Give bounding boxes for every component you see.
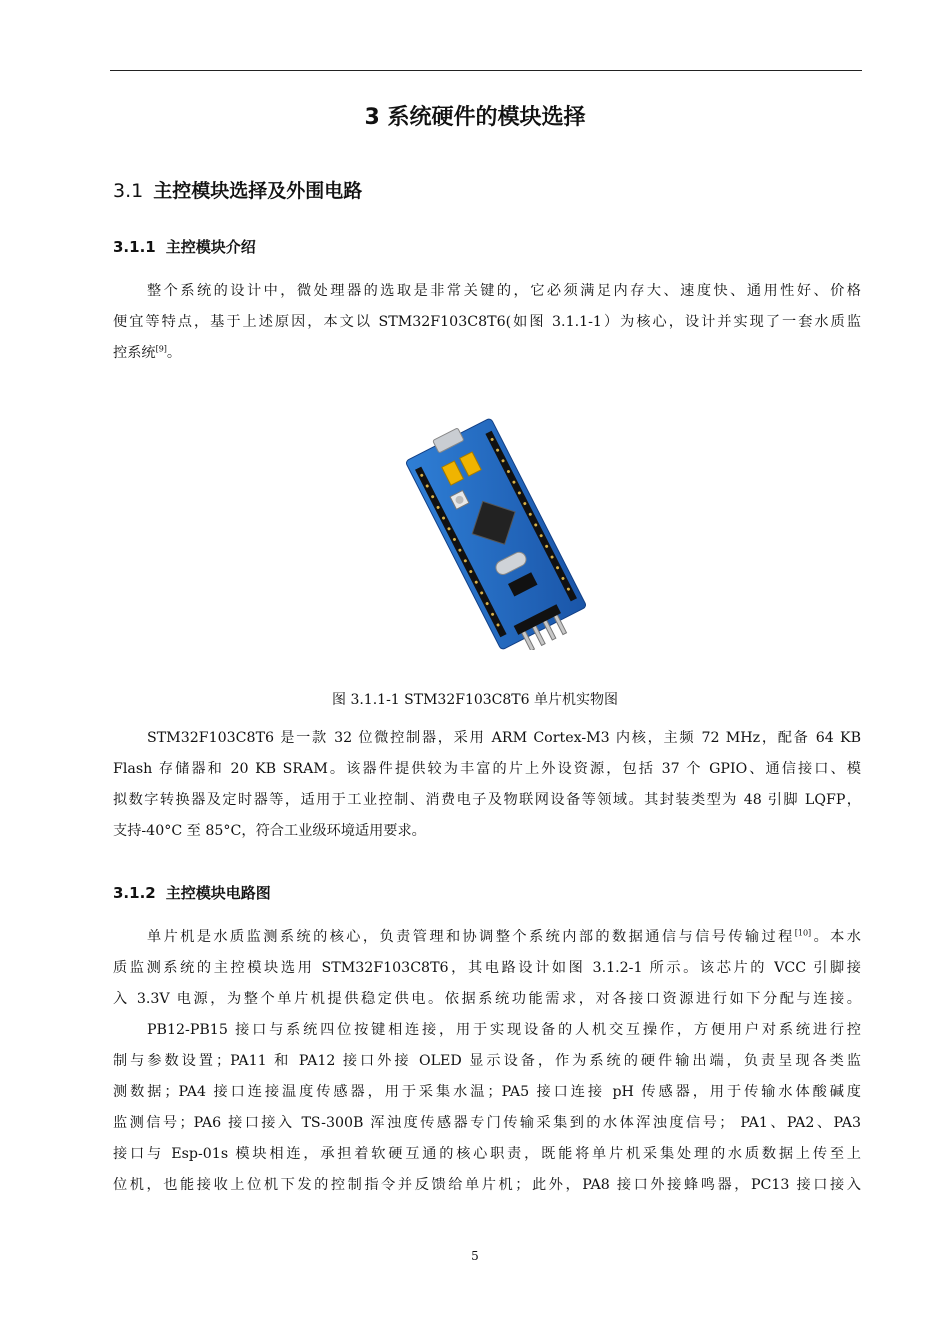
subsection-heading-1 [113,236,256,257]
subsection-number: 3.1.1 [113,238,156,256]
paragraph-circuit [113,922,861,1015]
chapter-title: 3 系统硬件的模块选择 [364,105,586,130]
text-line: 制与参数设置；PA11 和 PA12 接口外接 OLED 显示设备，作为系统的硬件输出端，负责呈现各类监 [113,1053,861,1069]
text-line: 接口与 Esp-01s 模块相连，承担着软硬互通的核心职责，既能将单片机采集处理的水质数据上传至上 [113,1146,861,1162]
text-line: 便宜等特点，基于上述原因，本文以 STM32F103C8T6(如图 3.1.1-1）为核心，设计并实现了一套水质监 [113,314,861,330]
text-line: 支持-40°C 至 85°C，符合工业级环境适用要求。 [113,823,426,839]
subsection-title: 主控模块电路图 [165,884,271,902]
text-line: 监测信号；PA6 接口接入 TS-300B 浑浊度传感器专门传输采集到的水体浑浊度信号； PA1、PA2、PA3 [113,1115,861,1131]
text-line: 拟数字转换器及定时器等，适用于工业控制、消费电子及物联网设备等领域。其封装类型为 48 引脚 LQFP， [113,792,861,808]
text-line: 质监测系统的主控模块选用 STM32F103C8T6，其电路设计如图 3.1.2-1 所示。该芯片的 VCC 引脚接 [113,960,861,976]
page-number: 5 [471,1249,479,1263]
text-line: 整个系统的设计中，微处理器的选取是非常关键的，它必须满足内存大、速度快、通用性好、价格 [147,283,861,299]
paragraph-pin-assignment [113,1015,861,1201]
section-heading [113,176,362,203]
text-line: 单片机是水质监测系统的核心，负责管理和协调整个系统内部的数据通信与信号传输过程[10]。本水 [147,928,861,945]
text-line: PB12-PB15 接口与系统四位按键相连接，用于实现设备的人机交互操作，方便用户对系统进行控 [147,1022,861,1038]
figure-caption: 图 3.1.1-1 STM32F103C8T6 单片机实物图 [332,692,618,708]
text-line: STM32F103C8T6 是一款 32 位微控制器，采用 ARM Cortex-M3 内核，主频 72 MHz，配备 64 KB [147,730,861,746]
subsection-title: 主控模块介绍 [165,238,256,256]
citation[interactable]: [9] [155,344,167,354]
paragraph-intro [113,276,861,369]
subsection-heading-2 [113,882,271,903]
subsection-number: 3.1.2 [113,884,156,902]
section-number: 3.1 [113,180,144,202]
text-line: Flash 存储器和 20 KB SRAM。该器件提供较为丰富的片上外设资源，包括 37 个 GPIO、通信接口、模 [113,761,861,777]
section-title: 主控模块选择及外围电路 [153,180,363,202]
citation[interactable]: [10] [794,928,812,938]
text-line: 控系统[9]。 [113,344,182,361]
text-line: 测数据；PA4 接口连接温度传感器，用于采集水温；PA5 接口连接 pH 传感器，用于传输水体酸碱度 [113,1084,861,1100]
header-rule [110,70,862,71]
text-line: 位机，也能接收上位机下发的控制指令并反馈给单片机；此外，PA8 接口外接蜂鸣器，PC13 接口接入 [113,1177,861,1193]
stm32-board-photo [388,418,604,650]
paragraph-mcu-specs [113,723,861,847]
text-line: 入 3.3V 电源，为整个单片机提供稳定供电。依据系统功能需求，对各接口资源进行如下分配与连接。 [113,991,861,1007]
